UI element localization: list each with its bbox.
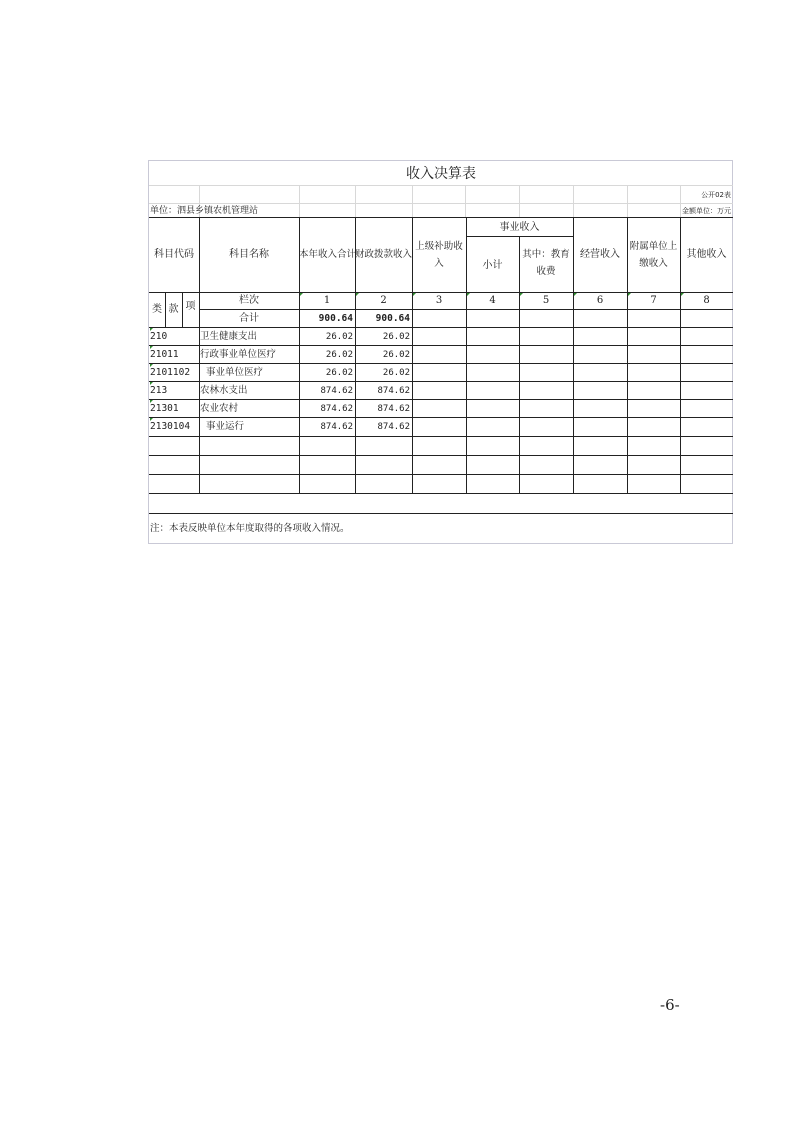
cell-marker xyxy=(574,293,577,296)
header-affiliate-line1: 附属单位上 xyxy=(629,241,678,252)
col-num-4: 4 xyxy=(489,295,496,306)
form-title: 收入决算表 xyxy=(406,166,476,182)
row-total: 874.62 xyxy=(320,404,353,414)
row-fiscal: 874.62 xyxy=(377,404,410,414)
cell-marker xyxy=(520,293,523,296)
cell-marker xyxy=(356,293,359,296)
row-name: 事业单位医疗 xyxy=(200,367,264,378)
header-superior-line2: 入 xyxy=(434,258,444,269)
row-fiscal: 26.02 xyxy=(382,350,410,360)
row-total: 874.62 xyxy=(320,422,353,432)
income-statement-sheet xyxy=(148,160,733,544)
row-code: 213 xyxy=(150,385,168,396)
row-name: 农业农村 xyxy=(200,403,239,414)
row-code: 2130104 xyxy=(150,421,191,432)
row-name: 事业运行 xyxy=(200,421,245,432)
header-name: 科目名称 xyxy=(229,249,269,260)
footnote: 注：本表反映单位本年度取得的各项收入情况。 xyxy=(150,523,350,534)
col-num-3: 3 xyxy=(435,295,443,306)
col-num-5: 5 xyxy=(542,295,550,306)
sum-total: 900.64 xyxy=(318,313,353,324)
header-code: 科目代码 xyxy=(154,249,194,260)
col-num-1: 1 xyxy=(323,295,331,306)
cell-marker xyxy=(150,364,153,367)
header-edu-line1: 其中：教育 xyxy=(522,249,570,260)
header-business: 事业收入 xyxy=(499,222,540,233)
sum-label: 合计 xyxy=(239,313,259,324)
header-edu-line2: 收费 xyxy=(536,266,556,277)
col-num-7: 7 xyxy=(650,295,657,306)
row-fiscal: 874.62 xyxy=(377,386,410,396)
cell-marker xyxy=(150,328,153,331)
form-number: 公开02表 xyxy=(701,191,731,199)
col-num-6: 6 xyxy=(596,295,604,306)
row-total: 26.02 xyxy=(325,332,353,342)
header-other: 其他收入 xyxy=(686,249,727,260)
cell-marker xyxy=(150,400,153,403)
row-name: 卫生健康支出 xyxy=(200,331,258,342)
row-code: 2101102 xyxy=(150,367,191,378)
header-lei: 类 xyxy=(152,304,162,315)
col-num-8: 8 xyxy=(703,295,710,306)
cell-marker xyxy=(681,293,684,296)
row-total: 26.02 xyxy=(325,368,353,378)
header-subtotal: 小计 xyxy=(482,260,503,271)
header-xiang: 项 xyxy=(185,301,196,312)
cell-marker xyxy=(150,418,153,421)
header-operating: 经营收入 xyxy=(580,249,620,260)
amount-unit: 金额单位：万元 xyxy=(682,207,731,215)
row-total: 26.02 xyxy=(325,350,353,360)
header-kuan: 款 xyxy=(168,304,179,315)
page-number: -6- xyxy=(660,996,680,1014)
cell-marker xyxy=(150,346,153,349)
cell-marker xyxy=(300,293,303,296)
row-code: 210 xyxy=(150,331,168,342)
row-fiscal: 26.02 xyxy=(382,332,410,342)
cell-marker xyxy=(413,293,416,296)
header-affiliate-line2: 缴收入 xyxy=(639,258,668,269)
sum-fiscal: 900.64 xyxy=(375,313,410,324)
cell-marker xyxy=(467,293,470,296)
row-total: 874.62 xyxy=(320,386,353,396)
col-num-2: 2 xyxy=(380,295,387,306)
row-name: 行政事业单位医疗 xyxy=(200,349,277,360)
header-total: 本年收入合计 xyxy=(299,249,357,260)
row-fiscal: 874.62 xyxy=(377,422,410,432)
row-code: 21011 xyxy=(150,349,179,360)
cell-marker xyxy=(150,382,153,385)
header-superior-line1: 上级补助收 xyxy=(415,241,463,252)
row-fiscal: 26.02 xyxy=(382,368,410,378)
header-fiscal: 财政拨款收入 xyxy=(355,249,413,260)
row-name: 农林水支出 xyxy=(200,385,248,396)
unit-label: 单位：泗县乡镇农机管理站 xyxy=(150,206,259,216)
row-code: 21301 xyxy=(150,403,179,414)
column-number-label: 栏次 xyxy=(239,295,259,306)
cell-marker xyxy=(628,293,631,296)
